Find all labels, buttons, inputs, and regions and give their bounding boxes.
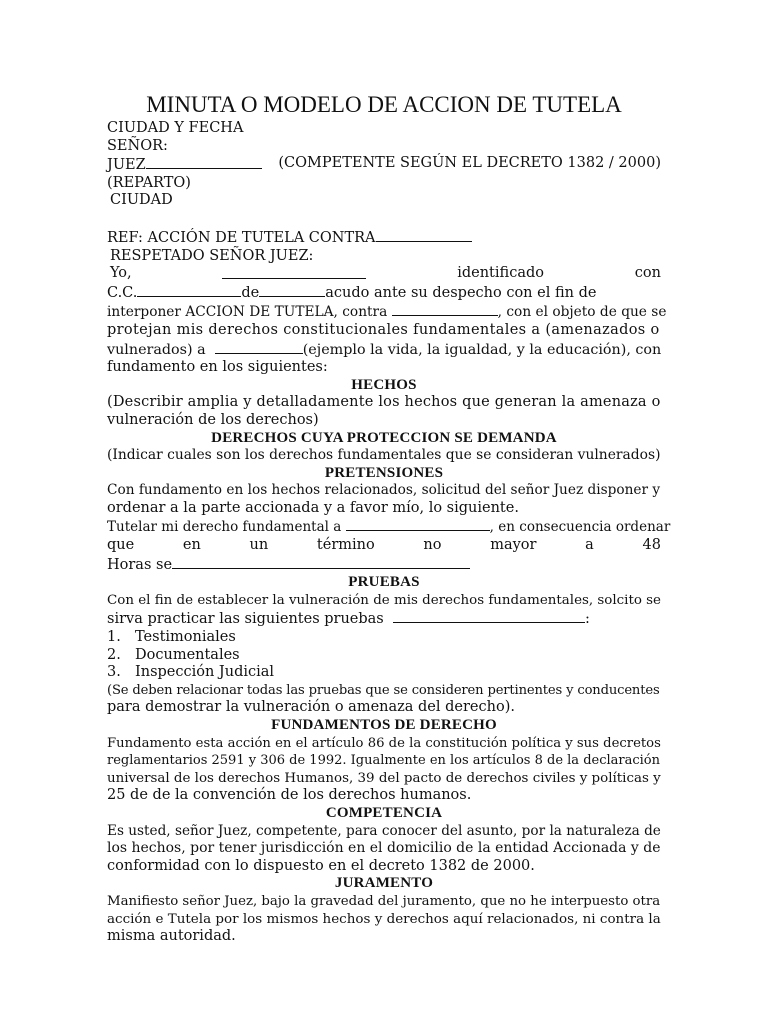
horas-text: Horas se <box>107 556 173 573</box>
derechos-line-1: (Indicar cuales son los derechos fundamentales que se consideran vulnerados) <box>107 447 661 464</box>
pruebas-note-1: (Se deben relacionar todas las pruebas que se consideren pertinentes y conducentes <box>107 682 660 698</box>
juramento-line-1: Manifiesto señor Juez, bajo la gravedad del juramento, que no he interpuesto otra <box>107 893 661 909</box>
competencia-heading: COMPETENCIA <box>325 804 443 821</box>
juez-label: JUEZ <box>107 157 146 174</box>
pretensiones-heading: PRETENSIONES <box>324 464 444 481</box>
cc-text: C.C. <box>107 284 138 301</box>
hechos-line-2: vulneración de los derechos) <box>107 411 319 428</box>
word-termino: término <box>316 537 375 554</box>
senor-label: SEÑOR: <box>107 137 168 154</box>
derechos-heading: DERECHOS CUYA PROTECCION SE DEMANDA <box>211 429 557 446</box>
ciudad-label: CIUDAD <box>110 192 173 209</box>
ref-text: REF: ACCIÓN DE TUTELA CONTRA <box>107 229 376 246</box>
contra-blank <box>392 302 498 316</box>
pretensiones-line-4 <box>107 537 661 555</box>
consecuencia-text: , en consecuencia ordenar <box>489 519 671 536</box>
word-que: que <box>107 537 135 554</box>
competencia-line-1: Es usted, señor Juez, competente, para conocer del asunto, por la naturaleza de <box>107 822 661 839</box>
name-blank <box>222 265 366 279</box>
respetado-label: RESPETADO SEÑOR JUEZ: <box>110 247 314 264</box>
derecho-blank <box>215 340 303 354</box>
cc-blank <box>137 283 241 297</box>
hechos-line-1: (Describir amplia y detalladamente los hechos que generan la amenaza o <box>107 394 661 411</box>
identificado-text: identificado <box>457 265 544 282</box>
juramento-line-3: misma autoridad. <box>107 928 236 945</box>
fundamentos-line-1: Fundamento esta acción en el artículo 86 de la constitución política y sus decretos <box>107 735 661 751</box>
interponer-text: interponer ACCION DE TUTELA, contra <box>107 304 388 321</box>
document-page <box>107 90 671 946</box>
acudo-text: acudo ante su despecho con el fin de <box>325 284 597 301</box>
juez-line <box>107 155 661 175</box>
intro-line-3 <box>107 302 667 322</box>
document-title: MINUTA O MODELO DE ACCION DE TUTELA <box>146 92 622 117</box>
word-a: a <box>585 537 594 554</box>
fundamentos-heading: FUNDAMENTOS DE DERECHO <box>271 717 497 733</box>
ejemplo-text: (ejemplo la vida, la igualdad, y la educación), con <box>302 341 662 358</box>
pruebas-blank <box>393 609 585 623</box>
ref-blank <box>376 228 472 242</box>
word-en: en <box>182 537 201 554</box>
pretensiones-line-5 <box>107 555 661 575</box>
pretensiones-line-2: ordenar a la parte accionada y a favor mío, lo siguiente. <box>107 499 519 516</box>
word-48: 48 <box>642 537 661 554</box>
intro-line-2 <box>107 283 661 303</box>
objeto-text: , con el objeto de que se <box>497 304 667 321</box>
fundamentos-line-3: universal de los derechos Humanos, 39 del pacto de derechos civiles y políticas y <box>107 770 661 786</box>
list-item: 2. Documentales <box>107 646 240 663</box>
pruebas-line-1: Con el fin de establecer la vulneración de mis derechos fundamentales, solcito se <box>107 592 661 608</box>
intro-line-6: fundamento en los siguientes: <box>107 359 328 376</box>
list-item: 1. Testimoniales <box>107 629 236 646</box>
word-un: un <box>249 537 269 554</box>
list-item: 3. Inspección Judicial <box>107 664 275 681</box>
intro-line-1 <box>107 265 661 283</box>
horas-blank <box>172 555 470 569</box>
vulnerados-text: vulnerados) a <box>107 341 206 358</box>
ref-line <box>107 228 661 248</box>
intro-line-5 <box>107 340 661 360</box>
pretensiones-line-1: Con fundamento en los hechos relacionados, solicitud del señor Juez disponer y <box>107 482 661 499</box>
hechos-heading: HECHOS <box>351 376 417 393</box>
de-blank <box>259 283 325 297</box>
pruebas-list <box>107 629 661 682</box>
competente-note: (COMPETENTE SEGÚN EL DECRETO 1382 / 2000) <box>278 155 661 172</box>
juramento-line-2: acción e Tutela por los mismos hechos y derechos aquí relacionados, ni contra la <box>107 910 661 927</box>
pruebas-heading: PRUEBAS <box>348 574 420 591</box>
pruebas-colon: : <box>584 611 590 628</box>
juez-blank <box>146 155 262 169</box>
pruebas-line-2 <box>107 609 661 629</box>
fundamentos-line-2: reglamentarios 2591 y 306 de 1992. Igualmente en los artículos 8 de la declaración <box>107 753 660 769</box>
juramento-heading: JURAMENTO <box>334 875 434 892</box>
tutelar-text: Tutelar mi derecho fundamental a <box>107 519 342 536</box>
competencia-line-3: conformidad con lo dispuesto en el decreto 1382 de 2000. <box>107 857 535 874</box>
yo-text: Yo, <box>110 265 132 282</box>
reparto-label: (REPARTO) <box>107 174 191 191</box>
pruebas-note-2: para demostrar la vulneración o amenaza del derecho). <box>107 699 515 716</box>
con-text: con <box>634 265 661 282</box>
tutelar-blank <box>346 517 490 531</box>
ciudad-fecha: CIUDAD Y FECHA <box>107 120 244 136</box>
word-no: no <box>423 537 442 554</box>
word-mayor: mayor <box>490 537 537 554</box>
competencia-line-2: los hechos, por tener jurisdicción en el domicilio de la entidad Accionada y de <box>107 840 661 857</box>
intro-line-4: protejan mis derechos constitucionales fundamentales a (amenazados o <box>107 321 660 338</box>
pruebas-text: sirva practicar las siguientes pruebas <box>107 611 384 628</box>
de-text: de <box>241 284 260 301</box>
pretensiones-line-3 <box>107 517 671 537</box>
fundamentos-line-4: 25 de de la convención de los derechos humanos. <box>107 787 472 804</box>
